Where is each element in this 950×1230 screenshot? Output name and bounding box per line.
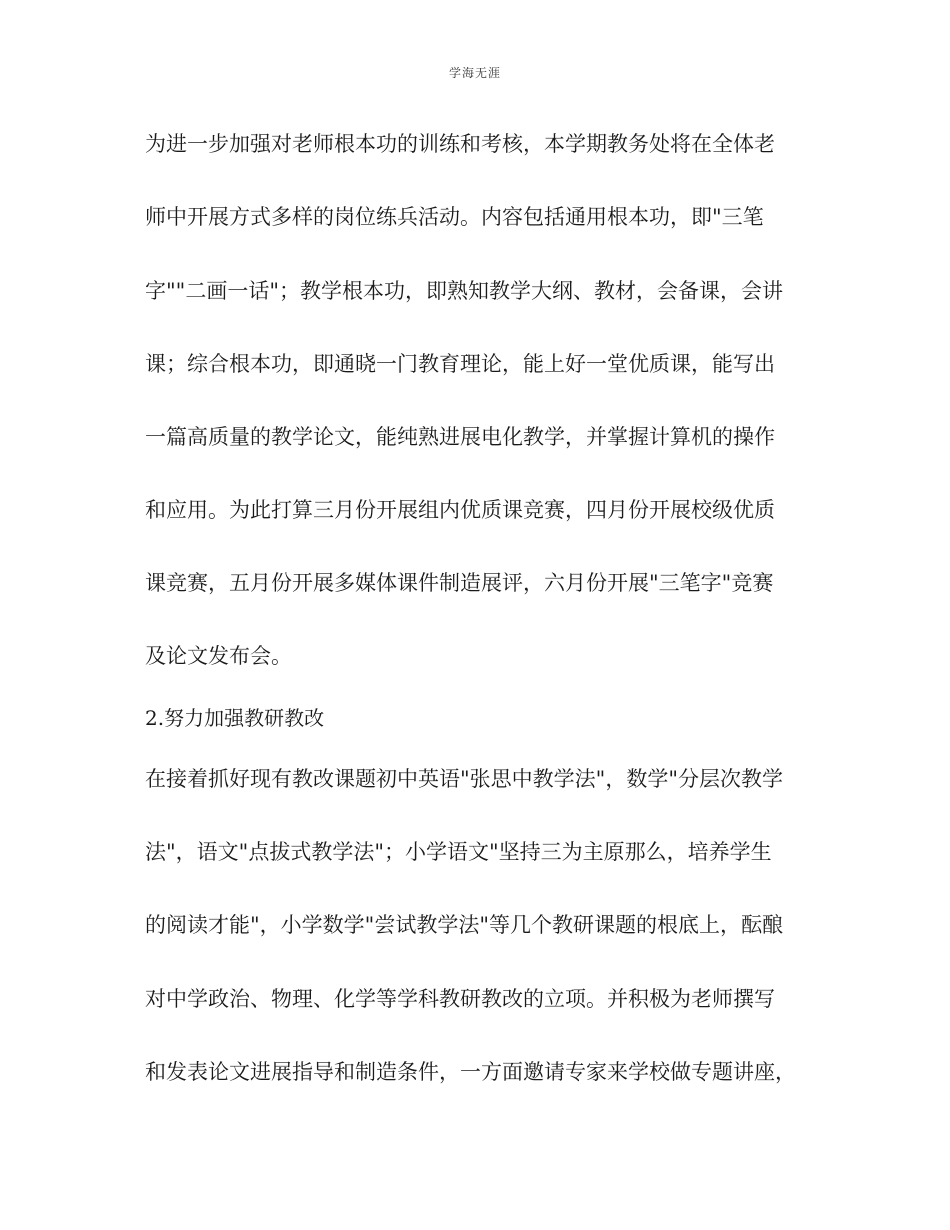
paragraph-line: 课竞赛，五月份开展多媒体课件制造展评，六月份开展"三笔字"竞赛 [145, 571, 774, 595]
section-heading: 2.努力加强教研教改 [145, 706, 325, 730]
paragraph-line: 法"，语文"点拔式教学法"；小学语文"坚持三为主原那么，培养学生 [145, 840, 772, 864]
paragraph-line: 及论文发布会。 [145, 644, 292, 668]
paragraph-line: 为进一步加强对老师根本功的训练和考核，本学期教务处将在全体老 [145, 132, 775, 156]
page-header: 学海无涯 [448, 66, 501, 80]
paragraph-line: 一篇高质量的教学论文，能纯熟进展电化教学，并掌握计算机的操作 [145, 425, 775, 449]
paragraph-line: 对中学政治、物理、化学等学科教研教改的立项。并积极为老师撰写 [145, 987, 775, 1011]
paragraph-line: 师中开展方式多样的岗位练兵活动。内容包括通用根本功，即"三笔 [145, 205, 764, 229]
paragraph-line: 和应用。为此打算三月份开展组内优质课竞赛，四月份开展校级优质 [145, 498, 775, 522]
paragraph-line: 课；综合根本功，即通晓一门教育理论，能上好一堂优质课，能写出 [145, 352, 775, 376]
paragraph-line: 字""二画一话"；教学根本功，即熟知教学大纲、教材，会备课，会讲 [145, 279, 783, 303]
paragraph-line: 的阅读才能"，小学数学"尝试教学法"等几个教研课题的根底上，酝酿 [145, 913, 783, 937]
paragraph-line: 和发表论文进展指导和制造条件，一方面邀请专家来学校做专题讲座， [145, 1060, 796, 1084]
paragraph-line: 在接着抓好现有教改课题初中英语"张思中教学法"，数学"分层次教学 [145, 767, 783, 791]
